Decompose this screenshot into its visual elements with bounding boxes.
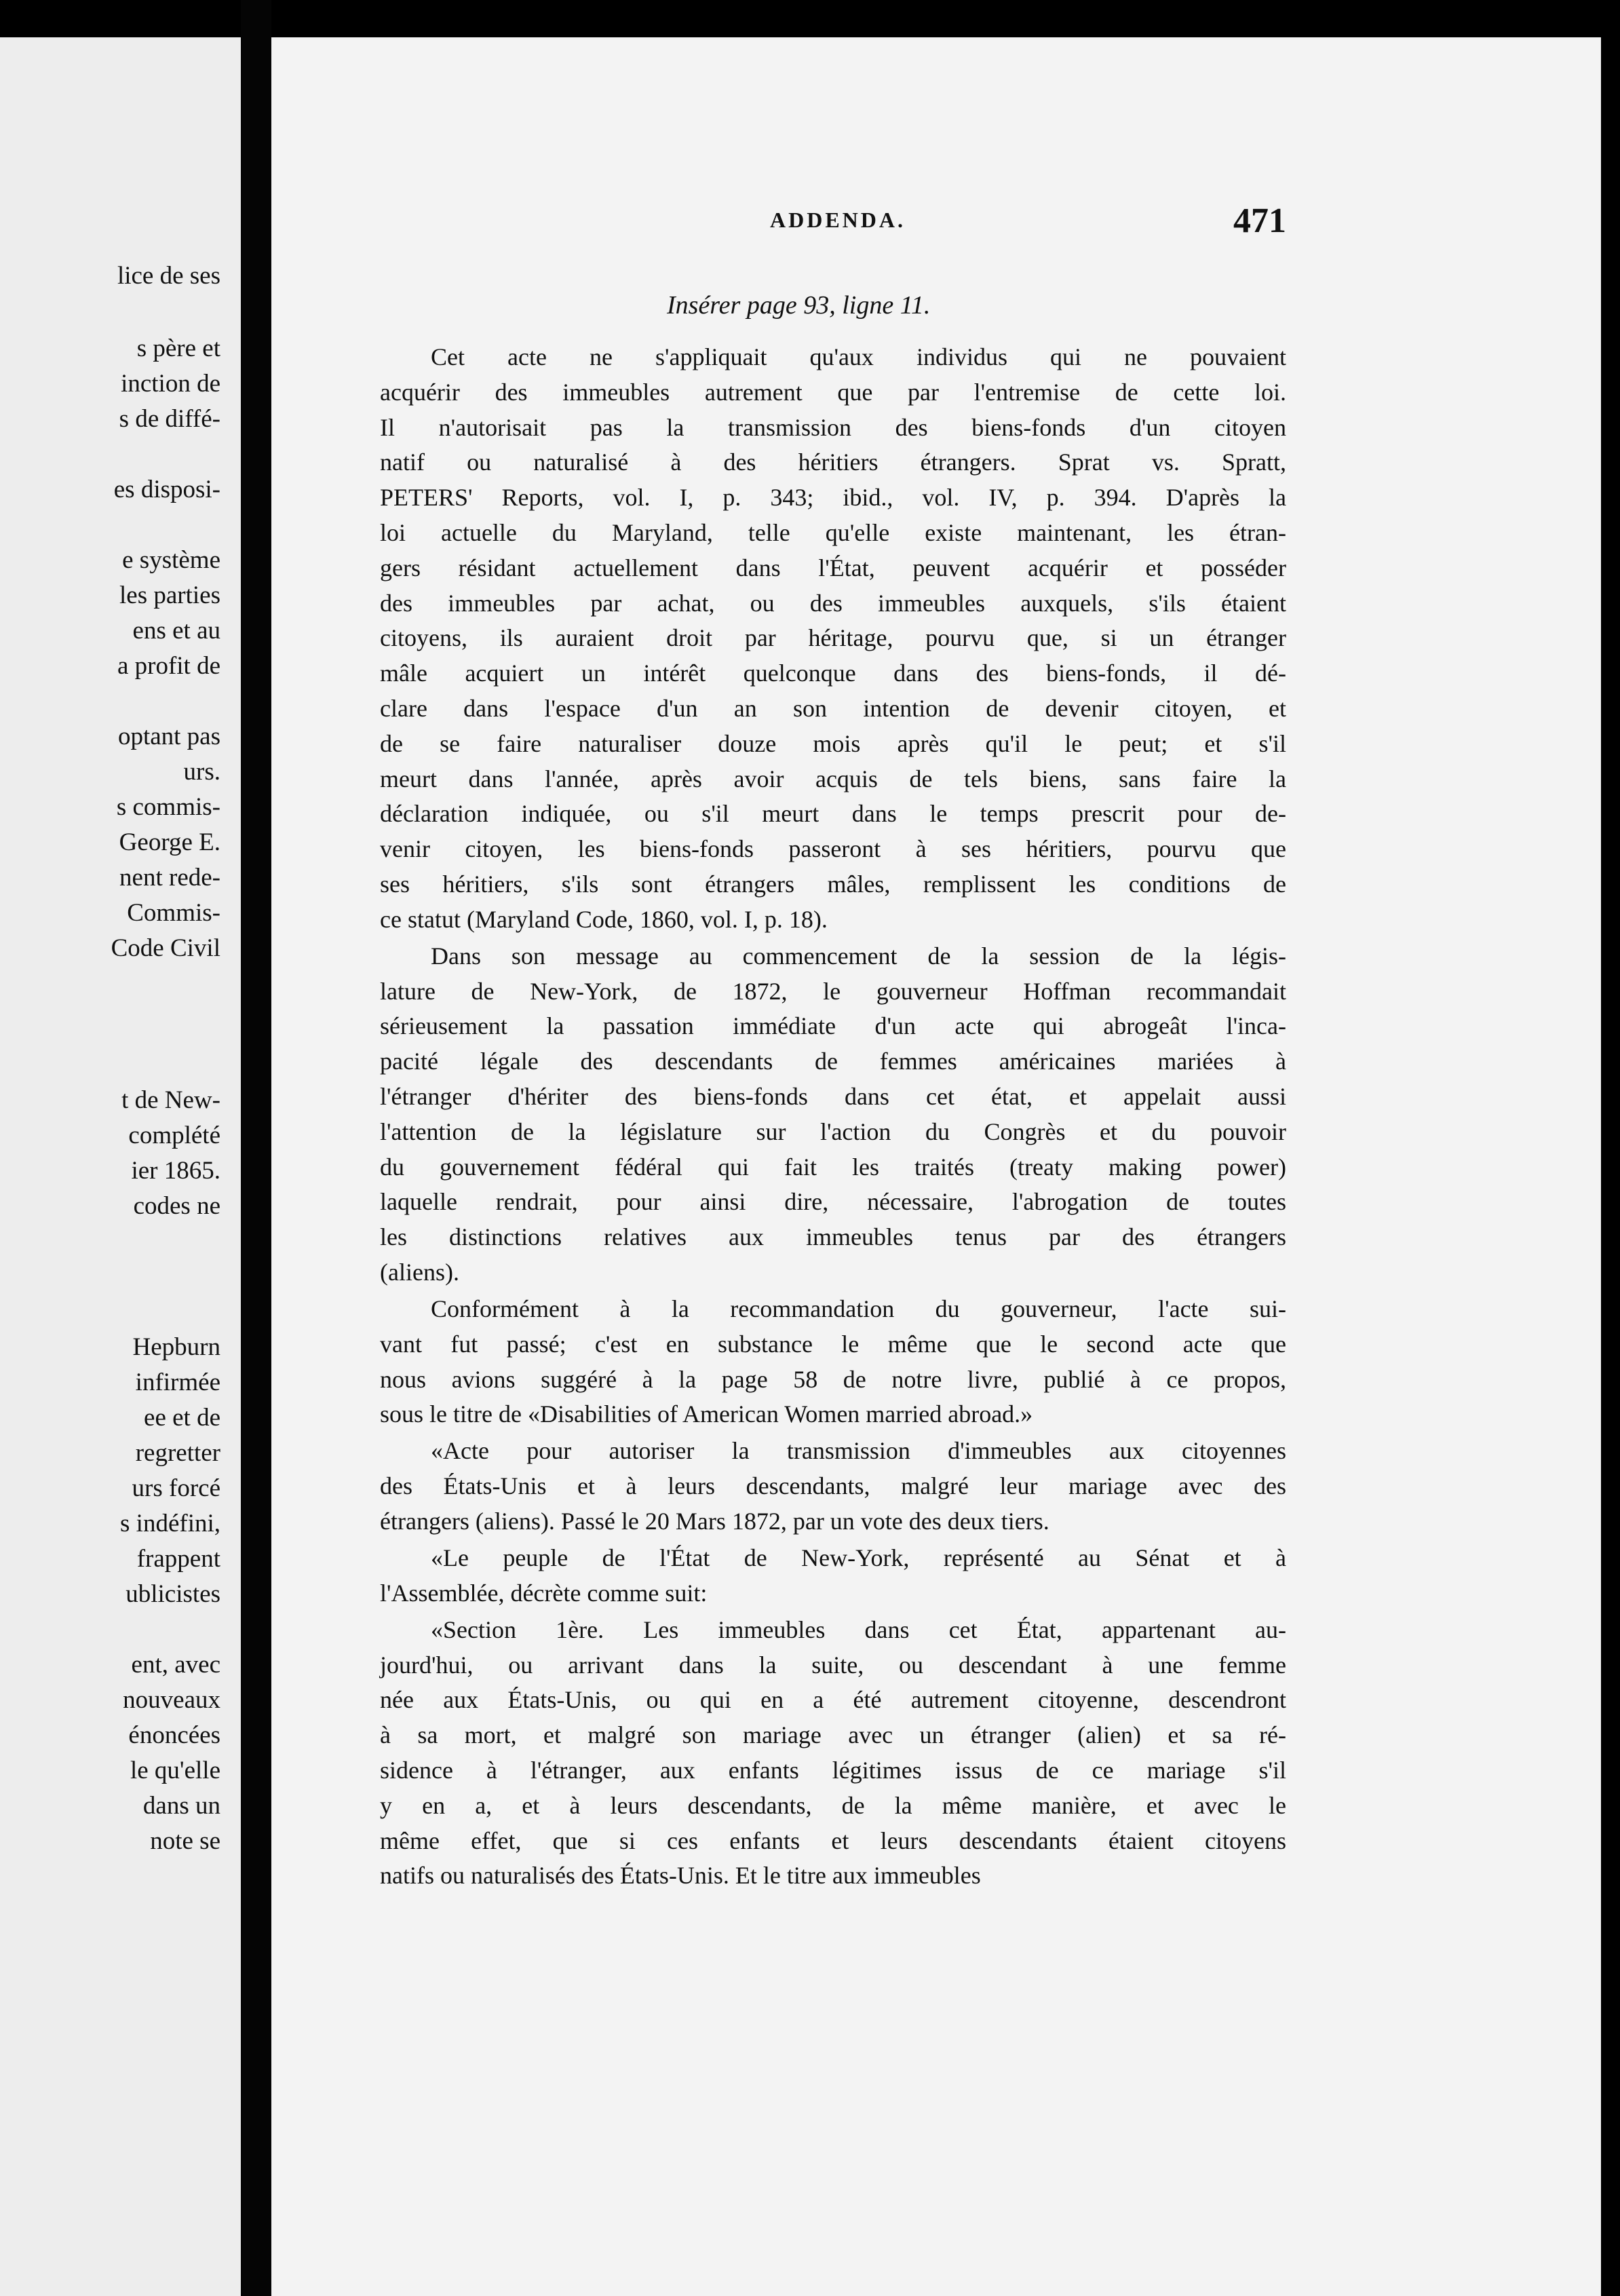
text-line: (aliens). xyxy=(380,1259,459,1286)
text-line: Dans son message au commencement de la session de la légis- xyxy=(431,942,1286,970)
left-page-line: nouveaux xyxy=(123,1686,220,1714)
text-line: ce statut (Maryland Code, 1860, vol. I, p. 18). xyxy=(380,905,828,933)
left-page-line: nent rede- xyxy=(119,864,220,892)
text-line: déclaration indiquée, ou s'il meurt dans le temps prescrit pour de- xyxy=(380,800,1286,828)
text-line: du gouvernement fédéral qui fait les traités (treaty making power) xyxy=(380,1153,1286,1181)
text-line: même effet, que si ces enfants et leurs descendants étaient citoyens xyxy=(380,1826,1286,1854)
scan-border xyxy=(1601,37,1620,2296)
text-line: pacité légale des descendants de femmes américaines mariées à xyxy=(380,1048,1286,1075)
text-line: laquelle rendrait, pour ainsi dire, nécessaire, l'abrogation de toutes xyxy=(380,1188,1286,1216)
left-page-line: ublicistes xyxy=(126,1580,220,1608)
text-line: l'étranger d'hériter des biens-fonds dans cet état, et appelait aussi xyxy=(380,1083,1286,1110)
text-line: natif ou naturalisé à des héritiers étrangers. Sprat vs. Spratt, xyxy=(380,448,1286,476)
text-line: gers résidant actuellement dans l'État, peuvent acquérir et posséder xyxy=(380,554,1286,581)
left-page-line: lice de ses xyxy=(117,262,220,290)
text-line: y en a, et à leurs descendants, de la même manière, et avec le xyxy=(380,1791,1286,1819)
left-page-line: énoncées xyxy=(128,1721,220,1749)
text-line: loi actuelle du Maryland, telle qu'elle existe maintenant, les étran- xyxy=(380,519,1286,546)
left-page-fragment xyxy=(0,37,241,2296)
text-line: citoyens, ils auraient droit par héritage, pourvu que, si un étranger xyxy=(380,624,1286,652)
left-page-line: ens et au xyxy=(132,617,220,645)
text-line: nous avions suggéré à la page 58 de notre livre, publié à ce propos, xyxy=(380,1365,1286,1393)
left-page-line: e système xyxy=(122,546,220,574)
text-line: sous le titre de «Disabilities of American Women married abroad.» xyxy=(380,1400,1033,1428)
text-line: l'Assemblée, décrète comme suit: xyxy=(380,1579,708,1607)
text-line: «Le peuple de l'État de New-York, représenté au Sénat et à xyxy=(431,1544,1286,1571)
text-line: acquérir des immeubles autrement que par l'entremise de cette loi. xyxy=(380,378,1286,406)
left-page-line: a profit de xyxy=(117,652,220,680)
text-line: étrangers (aliens). Passé le 20 Mars 1872, par un vote des deux tiers. xyxy=(380,1508,1049,1535)
text-line: meurt dans l'année, après avoir acquis de tels biens, sans faire la xyxy=(380,765,1286,792)
text-line: mâle acquiert un intérêt quelconque dans des biens-fonds, il dé- xyxy=(380,659,1286,687)
insert-note: Insérer page 93, ligne 11. xyxy=(667,291,931,320)
left-page-line: ent, avec xyxy=(131,1651,220,1679)
left-page-line: ee et de xyxy=(144,1404,220,1432)
text-line: vant fut passé; c'est en substance le même que le second acte que xyxy=(380,1330,1286,1358)
left-page-line: regretter xyxy=(135,1439,220,1467)
left-page-line: ier 1865. xyxy=(131,1157,220,1185)
left-page-line: s père et xyxy=(136,334,220,362)
text-line: «Section 1ère. Les immeubles dans cet État, appartenant au- xyxy=(431,1615,1286,1643)
text-line: jourd'hui, ou arrivant dans la suite, ou descendant à une femme xyxy=(380,1651,1286,1679)
left-page-line: George E. xyxy=(119,828,220,856)
left-page-line: complété xyxy=(128,1122,220,1149)
text-line: née aux États-Unis, ou qui en a été autrement citoyenne, descendront xyxy=(380,1686,1286,1714)
left-page-line: t de New- xyxy=(121,1086,220,1114)
book-gutter xyxy=(241,0,271,2296)
left-page-line: s commis- xyxy=(116,793,220,821)
left-page-line: Hepburn xyxy=(132,1333,220,1361)
left-page-line: le qu'elle xyxy=(130,1757,220,1784)
text-line: Cet acte ne s'appliquait qu'aux individus qui ne pouvaient xyxy=(431,343,1286,370)
left-page-line: optant pas xyxy=(117,723,220,750)
left-page-line: urs forcé xyxy=(132,1474,220,1502)
text-line: Conformément à la recommandation du gouverneur, l'acte sui- xyxy=(431,1295,1286,1322)
left-page-line: les parties xyxy=(119,581,220,609)
text-line: clare dans l'espace d'un an son intention de devenir citoyen, et xyxy=(380,695,1286,722)
running-header: ADDENDA. xyxy=(770,208,906,232)
left-page-line: urs. xyxy=(183,758,220,786)
text-line: l'attention de la législature sur l'action du Congrès et du pouvoir xyxy=(380,1117,1286,1145)
text-line: des États-Unis et à leurs descendants, malgré leur mariage avec des xyxy=(380,1472,1286,1500)
left-page-line: s de diffé- xyxy=(119,405,220,433)
text-line: PETERS' Reports, vol. I, p. 343; ibid., vol. IV, p. 394. D'après la xyxy=(380,484,1286,512)
text-line: natifs ou naturalisés des États-Unis. Et le titre aux immeubles xyxy=(380,1862,981,1890)
left-page-line: dans un xyxy=(142,1792,220,1820)
left-page-line: Code Civil xyxy=(111,934,220,962)
text-line: lature de New-York, de 1872, le gouverneur Hoffman recommandait xyxy=(380,977,1286,1005)
page-number: 471 xyxy=(1233,202,1286,240)
left-page-line: infirmée xyxy=(135,1369,220,1396)
left-page-line: s indéfini, xyxy=(120,1510,220,1537)
text-line: venir citoyen, les biens-fonds passeront à ses héritiers, pourvu que xyxy=(380,835,1286,863)
text-line: sérieusement la passation immédiate d'un acte qui abrogeât l'inca- xyxy=(380,1012,1286,1040)
text-line: sidence à l'étranger, aux enfants légitimes issus de ce mariage s'il xyxy=(380,1757,1286,1784)
left-page-line: codes ne xyxy=(133,1192,220,1220)
left-page-line: note se xyxy=(150,1827,220,1855)
text-line: de se faire naturaliser douze mois après qu'il le peut; et s'il xyxy=(380,729,1286,757)
left-page-line: inction de xyxy=(121,370,220,398)
text-line: à sa mort, et malgré son mariage avec un étranger (alien) et sa ré- xyxy=(380,1721,1286,1749)
left-page-line: es disposi- xyxy=(113,476,220,503)
text-line: Il n'autorisait pas la transmission des biens-fonds d'un citoyen xyxy=(380,413,1286,441)
text-line: ses héritiers, s'ils sont étrangers mâles, remplissent les conditions de xyxy=(380,870,1286,898)
text-line: «Acte pour autoriser la transmission d'immeubles aux citoyennes xyxy=(431,1437,1286,1465)
left-page-line: Commis- xyxy=(127,899,220,927)
text-line: des immeubles par achat, ou des immeubles auxquels, s'ils étaient xyxy=(380,589,1286,617)
text-line: les distinctions relatives aux immeubles tenus par des étrangers xyxy=(380,1223,1286,1251)
left-page-line: frappent xyxy=(136,1545,220,1573)
